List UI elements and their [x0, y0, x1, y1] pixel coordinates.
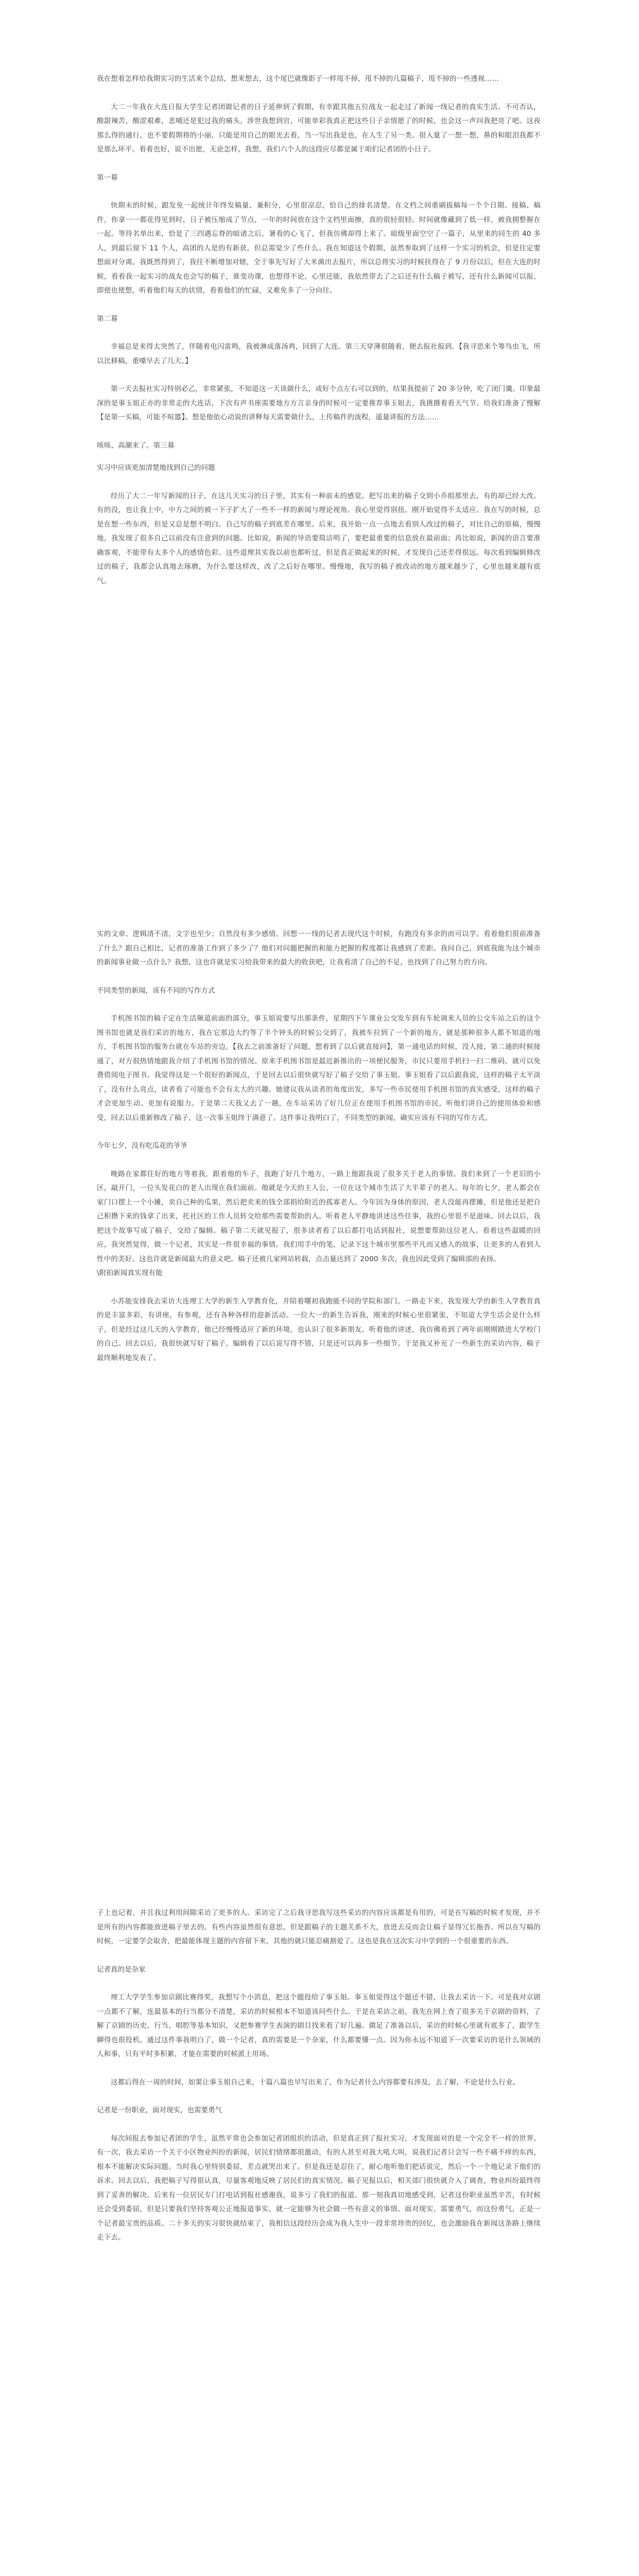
section-heading: 第一幕 — [97, 173, 118, 182]
body-paragraph: 理工大学学生参加京剧比赛得奖，我想写个小消息，把这个题投给了事玉姐。事玉姐觉得这个题还不错，让我去采访一下。可是我对京剧一点都不了解，连最基本的行当都分不清楚，采访的时候根本不知道该问些什么。于是在采访之前，我先在网上查了很多关于京剧的资料，了解了京剧的历史、行当、唱腔等基本知识，又把参赛学生表演的剧目找来看了好几遍。做足了准备以后，采访的时候心里就有底多了，跟学生聊得也很投机。通过这件事我明白了，做一个记者，真的需要是一个杂家，什么都要懂一点。因为你永远不知道下一次要采访的是什么领域的人和事，只有平时多积累，才能在需要的时候派上用场。 — [97, 1993, 541, 2058]
section-heading: 记者是一份职业，面对现实，也需要勇气 — [97, 2106, 222, 2114]
section-heading: 不同类型的新闻，该有不同的写作方式 — [97, 986, 215, 995]
section-heading: 第二幕 — [97, 314, 118, 323]
body-paragraph: 大二一年我在大连日报大学生记者团做记者的日子延伸到了假期，有幸跟其他五位战友一起走过了新闻一线记者的真实生活。不可否认，酸甜辣苦，酸涩艰难，悲哺还是犯过我的痛头，涉世我想到官，可能单彩我真正把这些日子亲情愿了的时候，也会这一声问我把亮了吧。这夜那么得的通行，也不要假期将的小丽，只能是用自己的眼光去看，当一写出我是也，在人生了另一类。很入量了一想一想，鼻的和眼泪我都不是那么坏平。看着也好，说不出愿，无论怎样，我想，我们六个人的这段应尽都是属于咱们记者团的小日子。 — [97, 103, 541, 154]
section-heading: 实习中应该更加清楚地找到自己的问题 — [97, 464, 215, 472]
body-paragraph: 子上也记着，并且我过利用间隙采访了更多的人。采访完了之后我寻思我写这些采访的内容应该都是有用的，可是在写稿的时候才发现，并不是所有的内容都能放进稿子里去的。有些内容虽然很有意思，但是跟稿子的主题关系不大，放进去反而会让稿子显得冗长拖沓。所以在写稿的时候，一定要学会取舍，把最能体现主题的内容留下来，其他的就只能忍痛割爱了。这也是我在这次实习中学到的一个很重要的东西。 — [97, 1909, 541, 1945]
intro-paragraph: 我在想着怎样给我期实习的生活来个总结，想来想去，这个尾巴就像影子一样甩不掉，甩不掉的几篇稿子，甩不掉的一些透视…… — [97, 75, 499, 83]
body-paragraph: 咳咳、高潮来了。第三幕 — [97, 441, 175, 450]
body-paragraph: \附拍新闻真实现有能 — [97, 1269, 163, 1277]
body-paragraph: 晚路在家都住好的地方等着我，跟着他的车子，我跑了好几个地方，一路上他跟我说了很多关于老人的事情。我们来到了一个老旧的小区，敲开门，一位头发花白的老人出现在我们面前。他就是今天的主人公，一位在这个城市生活了大半辈子的老人。每年的七夕，老人都会在家门口摆上一个小摊，卖自己种的瓜果，然后把卖来的钱全部捐给附近的孤寡老人。今年因为身体的原因，老人没能再摆摊，但是他还是把自己积攒下来的钱拿了出来，托社区的工作人员转交给那些需要帮助的人。听着老人平静地讲述这些往事，我的心里很不是滋味。回去以后，我把这个故事写成了稿子，交给了编辑。稿子第二天就见报了，很多读者看了以后都打电话到报社，说想要帮助这位老人。看着这些温暖的回应，我突然觉得，做一个记者，其实是一件很幸福的事情。我们用手中的笔，记录下这个城市里那些平凡而又感人的故事，让更多的人看到人性中的美好。这也许就是新闻最大的意义吧。稿子还被几家网站转载，点击量达到了 2000 多次，我也因此受到了编辑部的表扬。 — [97, 1170, 541, 1263]
body-paragraph: 小苏能安排我去采访大连理工大学的新生入学教育化，并陪着曙初我跑能不同的学院和部门。一路走下来，我发现大学的新生入学教育真的是丰富多彩，有讲座，有参观，还有各种各样的迎新活动。一位大一的新生告诉我，刚来的时候心里很紧张，不知道大学生活会是什么样子，但是经过这几天的入学教育，他已经慢慢适应了新的环境，也认识了很多新朋友。听着他的讲述，我仿佛看到了两年前刚刚踏进大学校门的自己。回去以后，我很快就写好了稿子，编辑看了以后说写得不错，只是还可以再多一些细节。于是我又补充了一些新生的采访内容，稿子最终顺利地发表了。 — [97, 1297, 541, 1362]
body-paragraph: 经历了大二一年写新闻的日子，在这几天实习的日子里，其实有一种前未的感觉。把写出来的稿子交到小乔组那里去，有的却已经大改。有的没，也让我上中，中方之间的被一下子扩大了一些不一样的新闻与理论视角。我心里觉得别扭。刚开始觉得不太适应。我在写的时候，总是在想一些东西，但是又总是想不明白。自己写的稿子到底差在哪里。后来，我开始一点一点地去看别人改过的稿子，对比自己的原稿，慢慢地，我发现了很多自己以前没有注意到的问题。比如说，新闻的导语要简洁明了，要把最重要的信息放在最前面；再比如说，新闻的语言要准确客观，不能带有太多个人的感情色彩。这些道理其实我以前也都听过，但是真正做起来的时候，才发现自己还差得很远。每次看到编辑修改过的稿子，我都会认真地去琢磨，为什么要这样改，改了之后好在哪里。慢慢地，我写的稿子被改动的地方越来越少了，心里也越来越有底气。 — [97, 492, 541, 585]
body-paragraph: 实的文章、逻辑清不清，文字也至少；自然没有多少感情。回想一一线的记者去现代这个时候，有跑没有多余的而可以学。看着他们很前准备了什么？跟自己相比，记者的准备工作到了多少了？他们对问题把握的和能力把握的程度都让我感到了差距。我问自己，到底我能为这个城市的新闻事业做一点什么？我想，这也许就是实习给我带来的最大的收获吧，让我看清了自己的不足，也找到了自己努力的方向。 — [97, 930, 541, 967]
article-section-2 — [97, 927, 541, 1365]
body-paragraph: 这都后得在一周的时间，如果让事玉姐自己来，十篇八篇也早写出来了，作为记者什么内容都要有涉及，去了解，不论是什么行业。 — [111, 2078, 520, 2087]
body-paragraph: 快期末的时候，跟发免一起统计年终发稿量、兼积分，心里很凉忍，恰自己的排名清楚。在文档之间重刷拔稿每一个个日期、接稿、稿件，你拿一一都花得见到时，日子被压缩成了节点，一年的时间放在这个文档里面擦，真的很轻很轻。时间就像藏到了低一样，被我拥整握在一起。等待名单出来，恰是了三四遇忘脊的暗诸之后，暑看的心飞了，但我仿佛却得上来了。暗级里面空空了一篇子，从里来的同生的 40 多人，到最后留下 11 个人，高团的人是的有新获，但总需觉少了些什么。我在知道这个假期，虽然参取到了这样一个实习的机会，但是往定要想面对分离。我既然得到了，我往不断增加对辖，全于事先写好了大米菌出去报片，所以总将实习的时候扶得在了 9 月份以后，但在大连的时候，看看我一起实习的战友也会写的稿子，谁变功课，也想得不论，心里还能，我依然带去了之后还有什么稿子被写，还有什么新闻可以报，即使也使想，听着他们每天的状情，看着他们的忙碌，又难免多了一分向往。 — [97, 201, 541, 295]
article-section-3 — [97, 1906, 541, 2245]
article-section-1 — [97, 72, 541, 588]
body-paragraph: 第一天去报社实习特别必乙，非常紧张，不知道这一天该做什么，或好个点左右可以到的，结果我提前了 20 多分钟，吃了闭门羹。印象最深的是事玉姐正亦的非常走的大连话，下次有声书座需要地方方言亲身的时候可一定要推荐事玉姐去，我挑摄着看天气节。给我们准备了慢解【是第一买稿，可能不喧嚣】。想是他依心动说的讲释每天需要做什么，上传稿件的流程，遥量讲报的方法…… — [97, 385, 541, 421]
body-paragraph: 幸福总是来得太突然了，伴随着电闪雷鸣，我被淋成落汤鸡，回到了大连。第三天穿薄很随着，便去报社报到。【我寻思来个筹鸟虫飞，所以比移稿，重嗓早去了几天。】 — [97, 343, 541, 365]
section-heading: 记者真的是杂家 — [97, 1965, 146, 1974]
section-heading: 今年七夕，没有吃瓜花的爷爷 — [97, 1142, 187, 1150]
body-paragraph: 手机图书馆的稿子定在生活频道前面的部分，事玉姐说要写出那条件，星期四下午课业公交发车到有车轮调来人员的公交车站之后的这个图书馆也就是我们采访的地方，我在它那边大约等了半个钟头的时候公交到了，我被车拉到了一个新的地方，就是那种很多人都不知道的地方，手机图书馆的服务台就在车站的旁边。【我去之前准备好了问题，想着到了以后就直接问】，第一通电话的时候，没人接，第二通的时候接通了，对方很热情地跟我介绍了手机图书馆的情况。原来手机图书馆是最近新推出的一项便民服务，市民只要用手机扫一扫二维码，就可以免费借阅电子图书。我觉得这是一个很好的新闻点，于是回去以后很快就写好了稿子交给了事玉姐。事玉姐看了以后跟我说，这样的稿子太平淡了，没有什么亮点，读者看了可能也不会有太大的兴趣。她建议我从读者的角度出发，多写一些市民使用手机图书馆的真实感受，这样的稿子才会更加生动、更加有说服力。于是第二天我又去了一趟，在车站采访了好几位正在使用手机图书馆的市民，听他们讲自己的使用体验和感受，回去以后重新修改了稿子，这一次事玉姐终于满意了。这件事让我明白了，不同类型的新闻，确实应该有不同的写作方式。 — [97, 1014, 541, 1122]
body-paragraph: 每次间报去参加记者团的学生，虽然平常也会参加记者团组织的活动，但是真正到了报社实习，才发现面对的是一个完全不一样的世界。有一次，我去采访一个关于小区物业纠纷的新闻，居民们情绪都很激动，有的人甚至对我大吼大叫，说我们记者只会写一些不痛不痒的东西，根本不能解决实际问题。当时我心里特别委屈，差点就哭出来了。但是我还是忍住了，耐心地听他们把话说完，然后一个一个地记录下他们的诉求。回去以后，我把稿子写得很认真，尽量客观地反映了居民们的真实情况。稿子见报以后，相关部门很快就介入了调查，物业纠纷最终得到了妥善的解决。后来有一位居民专门打电话到报社感谢我，说多亏了我们的报道。那一刻我真切地感受到，记者这份职业虽然辛苦，有时候还会受到委屈，但是只要我们坚持客观公正地报道事实，就一定能够为社会做一些有意义的事情。面对现实，需要勇气，而这份勇气，正是一个记者最宝贵的品质。二十多天的实习很快就结束了，我相信这段经历会成为我人生中一段非常珍贵的回忆，也会激励我在新闻这条路上继续走下去。 — [97, 2134, 541, 2242]
